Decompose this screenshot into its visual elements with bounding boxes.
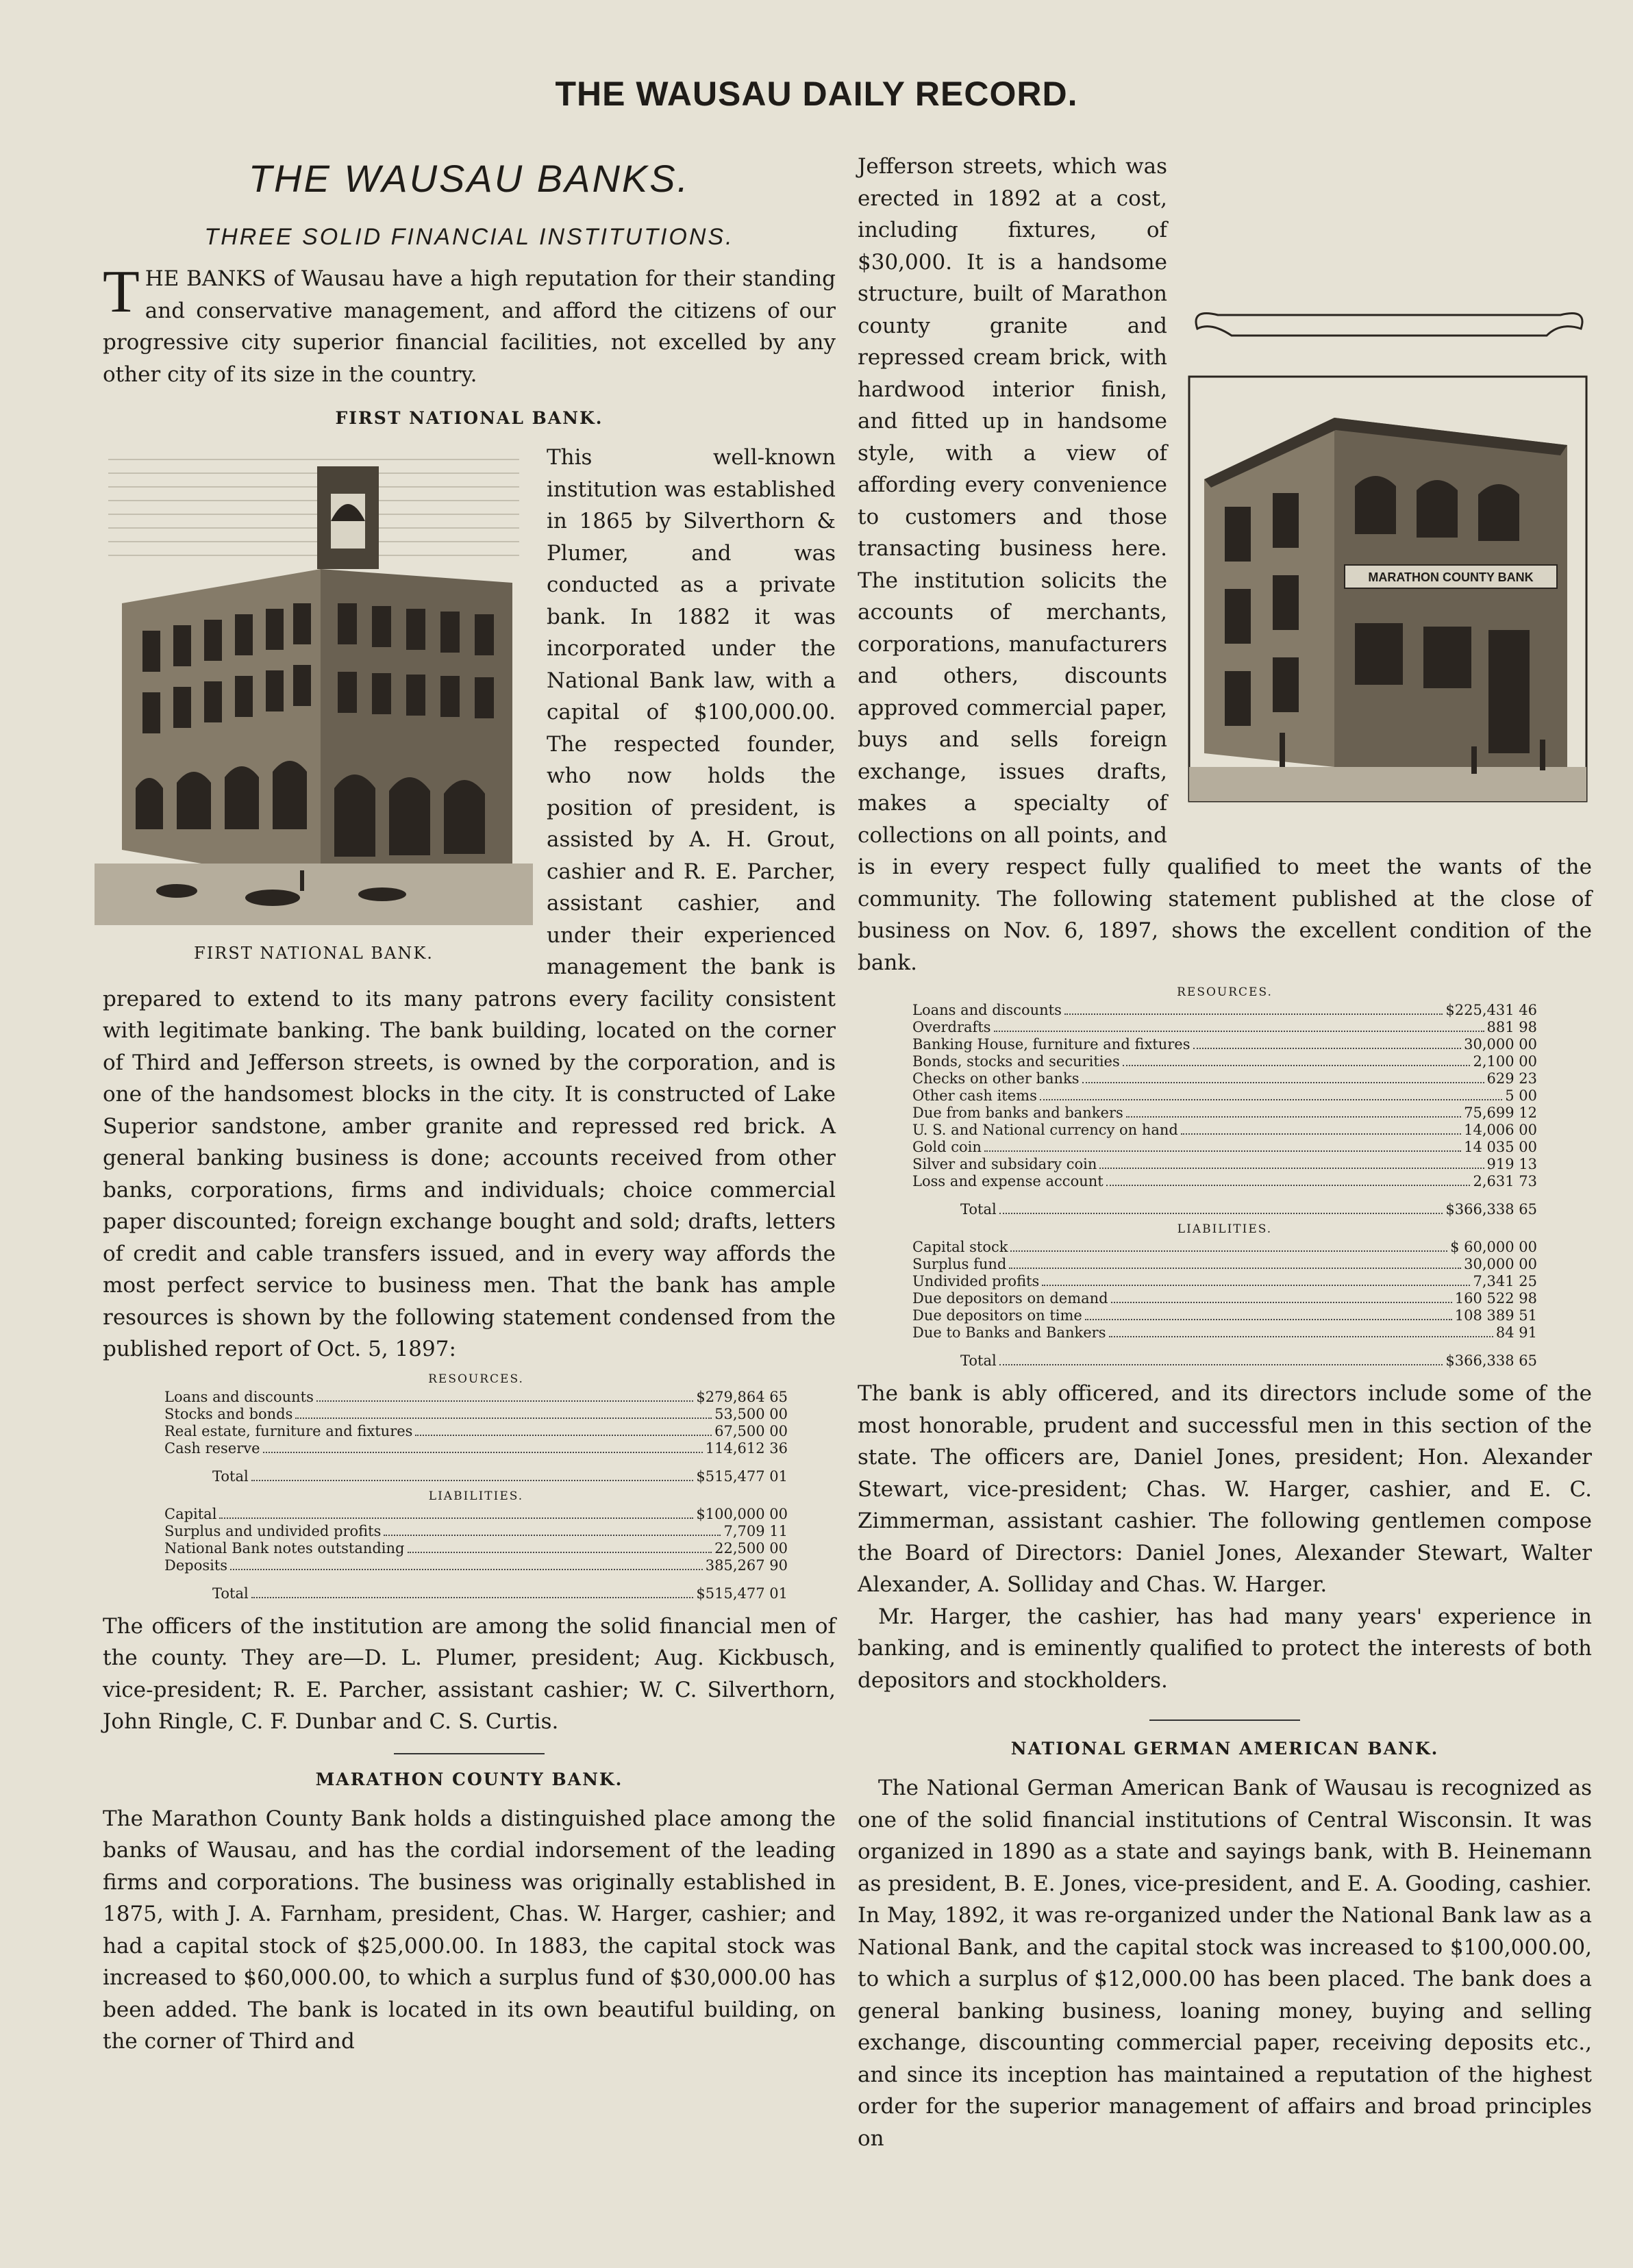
statement-row: Loss and expense account 2,631 73	[912, 1173, 1537, 1189]
first-national-text: This well-known institution was established in 1865 by Silverthorn & Plumer, and was conducted as a private bank. In 1882 it was incorporated under the National Bank law, with a capital of $100,000.00. The respected founder, who now holds the position of president, is assisted by A. H. Grout, cashier and R. E. Parcher, assistant cashier, and under their experienced management the bank is prepared to extend to its many patrons every facility consistent with legitimate banking. The bank building, located on the corner of Third and Jefferson streets, is owned by the corporation, and is one of the handsomest blocks in the city. It is constructed of Lake Superior sandstone, amber granite and repressed red brick. A general banking business is done; accounts received from other banks, corporations, firms and individuals; choice commercial paper discounted; foreign exchange bought and sold; drafts, letters of credit and cable transfers issued, and in every way affords the most perfect service to business men. That the bank has ample resources is shown by the following statement condensed from the published report of Oct. 5, 1897:	[103, 445, 836, 1361]
intro-text: HE BANKS of Wausau have a high reputation for their standing and conservative management, and afford the citizens of our progressive city superior financial facilities, not excelled by any other city of its size in the country.	[103, 266, 836, 387]
statement-row: Undivided profits 7,341 25	[912, 1273, 1537, 1289]
statement-row: Other cash items 5 00	[912, 1087, 1537, 1104]
first-national-statement	[164, 1372, 788, 1602]
marathon-text: Jefferson streets, which was erected in 1892 at a cost, including fixtures, of $30,000. It is a handsome structure, built of Marathon county granite and repressed cream brick, with hardwood interior finish, and fitted up in handsome style, with a view of affording every convenience to customers and those transacting business here. The institution solicits the accounts of merchants, corporations, manufacturers and others, discounts approved commercial paper, buys and sells foreign exchange, issues drafts, makes a specialty of collections on all points, and is in every respect fully qualified to meet the wants of the community. The following statement published at the close of business on Nov. 6, 1897, shows the excellent condition of the bank.	[858, 154, 1592, 975]
intro-paragraph	[103, 259, 836, 390]
statement-row: Overdrafts 881 98	[912, 1019, 1537, 1035]
first-national-paragraph	[103, 442, 836, 1365]
statement-total: Total $366,338 65	[960, 1201, 1537, 1218]
statement-row: U. S. and National currency on hand 14,006 00	[912, 1122, 1537, 1138]
statement-row: Real estate, furniture and fixtures 67,500 00	[164, 1422, 788, 1439]
statement-row: Surplus fund 30,000 00	[912, 1256, 1537, 1272]
first-national-figure	[95, 446, 533, 963]
statement-row: Banking House, furniture and fixtures 30,000 00	[912, 1036, 1537, 1053]
statement-row: Bonds, stocks and securities 2,100 00	[912, 1053, 1537, 1070]
statement-row: Due depositors on time 108 389 51	[912, 1307, 1537, 1324]
newspaper-title: THE WAUSAU DAILY RECORD.	[555, 75, 1078, 113]
liabilities-heading: LIABILITIES.	[428, 1489, 524, 1503]
statement-row: Due from banks and bankers 75,699 12	[912, 1105, 1537, 1121]
first-national-officers: The officers of the institution are among the solid financial men of the county. They are—D. L. Plumer, president; Aug. Kickbusch, vice-president; R. E. Parcher, assistant cashier; W. C. Silverthorn, John Ringle, C. F. Dunbar and C. S. Curtis.	[103, 1613, 836, 1734]
resources-heading: RESOURCES.	[1177, 985, 1273, 999]
drop-cap: T	[103, 259, 140, 325]
marathon-sign-text: MARATHON COUNTY BANK	[1368, 570, 1534, 584]
first-national-building-illustration	[95, 446, 533, 925]
statement-row: Loans and discounts $225,431 46	[912, 1002, 1537, 1018]
statement-row: National Bank notes outstanding 22,500 00	[164, 1539, 788, 1557]
statement-row: Silver and subsidary coin 919 13	[912, 1156, 1537, 1172]
statement-row: Loans and discounts $279,864 65	[164, 1388, 788, 1405]
statement-total: Total $515,477 01	[212, 1467, 788, 1485]
statement-total: Total $366,338 65	[960, 1352, 1537, 1369]
marathon-figure	[1177, 301, 1592, 829]
section-title: THE WAUSAU BANKS.	[248, 157, 690, 200]
left-column	[103, 151, 836, 2058]
first-national-caption: FIRST NATIONAL BANK.	[194, 943, 434, 963]
marathon-heading: MARATHON COUNTY BANK.	[315, 1769, 623, 1789]
statement-row: Checks on other banks 629 23	[912, 1070, 1537, 1087]
marathon-cashier: Mr. Harger, the cashier, has had many years' experience in banking, and is eminently qualified to protect the interests of both depositors and stockholders.	[858, 1604, 1592, 1693]
statement-row: Gold coin 14 035 00	[912, 1139, 1537, 1155]
german-american-paragraph: The National German American Bank of Wausau is recognized as one of the solid financial institutions of Central Wisconsin. It was organized in 1890 as a state and sayings bank, with B. Heinemann as president, B. E. Jones, vice-president, and E. A. Gooding, cashier. In May, 1892, it was re-organized under the National Bank law as a National Bank, and the capital stock was increased to $100,000.00, to which a surplus of $12,000.00 has been placed. The bank does a general banking business, loaning money, buying and selling exchange, discounting commercial paper, receiving deposits etc., and since its inception has maintained a reputation of the highest order for the superior management of affairs and broad principles on	[858, 1776, 1592, 2151]
statement-row: Cash reserve 114,612 36	[164, 1439, 788, 1457]
resources-heading: RESOURCES.	[428, 1372, 524, 1386]
liabilities-heading: LIABILITIES.	[1177, 1222, 1273, 1236]
statement-row: Deposits 385,267 90	[164, 1557, 788, 1574]
marathon-county-bank-illustration	[1177, 301, 1592, 808]
divider	[1149, 1719, 1300, 1721]
statement-row: Stocks and bonds 53,500 00	[164, 1405, 788, 1422]
marathon-paragraph-continued	[858, 151, 1592, 979]
german-american-heading: NATIONAL GERMAN AMERICAN BANK.	[1010, 1739, 1439, 1759]
marathon-statement	[912, 985, 1537, 1370]
divider	[394, 1753, 545, 1754]
first-national-heading: FIRST NATIONAL BANK.	[335, 408, 603, 428]
statement-row: Capital stock $ 60,000 00	[912, 1239, 1537, 1255]
marathon-officers: The bank is ably officered, and its directors include some of the most honorable, prudent and successful men in this section of the state. The officers are, Daniel Jones, president; Hon. Alexander Stewart, vice-president; Chas. W. Harger, cashier, and E. C. Zimmerman, assistant cashier. The following gentlemen compose the Board of Directors: Daniel Jones, Alexander Stewart, Walter Alexander, A. Solliday and Chas. W. Harger.	[858, 1381, 1592, 1597]
statement-row: Capital $100,000 00	[164, 1505, 788, 1522]
right-column	[858, 151, 1592, 2154]
statement-row: Surplus and undivided profits 7,709 11	[164, 1522, 788, 1539]
statement-row: Due depositors on demand 160 522 98	[912, 1290, 1537, 1307]
section-subtitle: THREE SOLID FINANCIAL INSTITUTIONS.	[204, 224, 734, 250]
statement-row: Due to Banks and Bankers 84 91	[912, 1324, 1537, 1341]
marathon-paragraph: The Marathon County Bank holds a distinguished place among the banks of Wausau, and has the cordial indorsement of the leading firms and corporations. The business was originally established in 1875, with J. A. Farnham, president, Chas. W. Harger, cashier; and had a capital stock of $25,000.00. In 1883, the capital stock was increased to $60,000.00, to which a surplus fund of $30,000.00 has been added. The bank is located in its own beautiful building, on the corner of Third and	[103, 1806, 836, 2054]
statement-total: Total $515,477 01	[212, 1585, 788, 1602]
